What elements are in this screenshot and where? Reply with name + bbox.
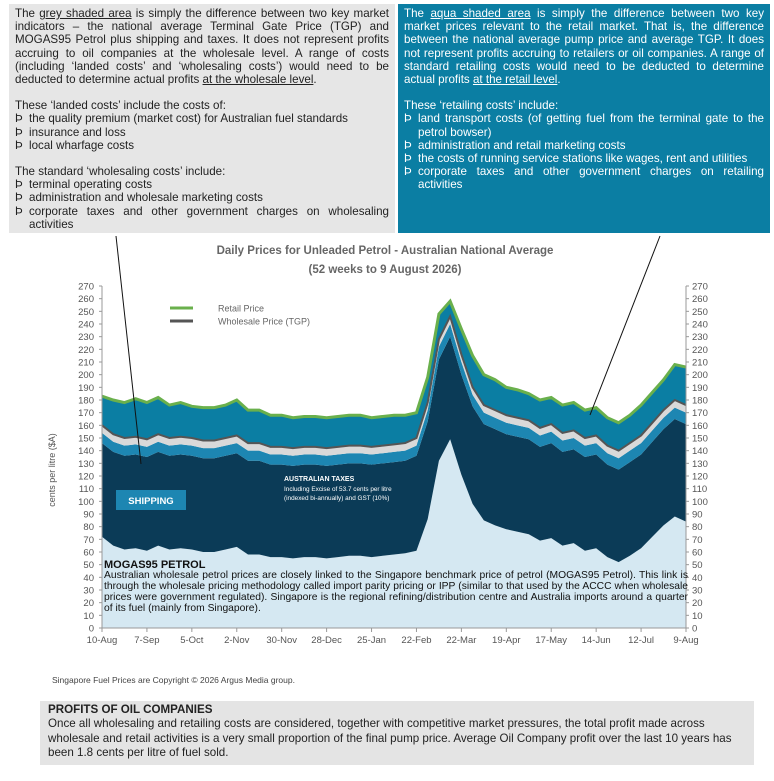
y-tick-label-left: 120 <box>78 471 94 483</box>
y-tick-label-right: 120 <box>692 471 708 483</box>
retail-margin-area <box>102 301 686 450</box>
x-tick-label: 19-Apr <box>492 635 521 646</box>
y-tick-label-right: 230 <box>692 332 708 344</box>
y-tick-label-right: 110 <box>692 484 708 496</box>
x-tick-label: 2-Nov <box>224 635 250 646</box>
landed-cost-item: Þ local wharfage costs <box>15 138 135 152</box>
retail-price-line <box>102 301 686 423</box>
mogas-title: MOGAS95 PETROL <box>104 560 206 571</box>
x-tick-label: 22-Mar <box>446 635 477 646</box>
wholesale-cost-item: Þ corporate taxes and other government charges on wholesaling activities <box>15 204 389 231</box>
y-tick-label-right: 250 <box>692 306 708 318</box>
y-tick-label-left: 0 <box>88 623 94 635</box>
y-tick-label-left: 40 <box>83 572 94 584</box>
y-tick-label-right: 210 <box>692 357 708 369</box>
retailing-costs-heading: These ‘retailing costs’ include: <box>404 99 559 113</box>
y-tick-label-left: 70 <box>83 534 94 546</box>
chart-legend <box>170 304 310 327</box>
legend-wholesale-label: Wholesale Price (TGP) <box>218 316 311 327</box>
y-tick-label-right: 200 <box>692 370 708 382</box>
wholesale-cost-item: Þ terminal operating costs <box>15 178 153 192</box>
petrol-price-chart <box>0 233 774 673</box>
y-tick-label-right: 220 <box>692 344 708 356</box>
y-tick-label-right: 50 <box>692 560 703 572</box>
y-tick-label-left: 10 <box>83 610 94 622</box>
landed-costs-heading: These ‘landed costs’ include the costs of: <box>15 99 226 113</box>
y-tick-label-left: 90 <box>83 509 94 521</box>
aqua-shaded-area-term: aqua shaded area <box>430 7 531 20</box>
y-tick-label-left: 60 <box>83 547 94 559</box>
aqua-area-explanation <box>398 4 770 233</box>
taxes-label-line-2: (indexed bi-annually) and GST (10%) <box>284 495 390 502</box>
y-tick-label-right: 10 <box>692 610 703 622</box>
y-tick-label-left: 110 <box>78 484 94 496</box>
y-tick-label-right: 270 <box>692 281 708 293</box>
y-tick-label-right: 240 <box>692 319 708 331</box>
y-tick-label-left: 180 <box>78 395 94 407</box>
retail-level-term: at the retail level <box>472 73 558 87</box>
y-tick-label-left: 190 <box>78 382 94 394</box>
y-tick-label-right: 190 <box>692 382 708 394</box>
y-tick-label-right: 100 <box>692 496 708 508</box>
x-tick-label: 17-May <box>535 635 568 646</box>
y-tick-label-left: 50 <box>83 560 94 572</box>
y-tick-label-right: 140 <box>692 446 708 458</box>
y-tick-label-left: 100 <box>78 496 94 508</box>
y-tick-label-left: 140 <box>78 446 94 458</box>
retail-cost-item: Þ land transport costs (of getting fuel from the terminal gate to the petrol bowser) <box>404 112 764 139</box>
x-tick-label: 9-Aug <box>673 635 699 646</box>
aqua-intro-paragraph: The aqua shaded area is simply the difference between two key market prices relevant to the retail market. That is, the difference between the national average pump price and average TGP. It does not represent profits accruing to retailers or oil companies. A range of standard retailing costs would need to be deducted to determine actual profits at the retail level. <box>404 7 764 87</box>
y-tick-label-right: 40 <box>692 572 703 584</box>
shipping-label: SHIPPING <box>128 496 174 507</box>
y-axis-label: cents per litre ($A) <box>47 433 57 507</box>
grey-shaded-area-term: grey shaded area <box>39 7 132 20</box>
y-tick-label-left: 30 <box>83 585 94 597</box>
y-tick-label-left: 20 <box>83 598 94 610</box>
taxes-label-line-1: Including Excise of 53.7 cents per litre <box>284 486 392 493</box>
landed-cost-item: Þ the quality premium (market cost) for Australian fuel standards <box>15 112 348 126</box>
x-tick-label: 7-Sep <box>134 635 160 646</box>
grey-intro-paragraph: The grey shaded area is simply the difference between two key market indicators – the national average Terminal Gate Price (TGP) and MOGAS95 Petrol plus shipping and taxes. It does not represent profits accruing to oil companies at the wholesale level. A range of costs (including ‘landed costs’ and ‘wholesaling costs’) would need to be deducted to determine actual profits at the wholesale level. <box>15 7 389 87</box>
y-tick-label-left: 240 <box>78 319 94 331</box>
y-tick-label-right: 260 <box>692 294 708 306</box>
y-tick-label-left: 220 <box>78 344 94 356</box>
x-tick-label: 25-Jan <box>357 635 387 646</box>
retail-cost-item: Þ corporate taxes and other government charges on retailing activities <box>404 165 764 192</box>
profits-title: PROFITS OF OIL COMPANIES <box>48 703 213 716</box>
y-tick-label-left: 200 <box>78 370 94 382</box>
y-tick-label-left: 80 <box>83 522 94 534</box>
mogas-note <box>104 560 688 620</box>
x-tick-label: 12-Jul <box>628 635 655 646</box>
x-tick-label: 5-Oct <box>180 635 204 646</box>
x-tick-label: 22-Feb <box>401 635 432 646</box>
x-tick-label: 10-Aug <box>86 635 118 646</box>
shipping-label-badge <box>116 490 186 510</box>
y-tick-label-right: 0 <box>692 623 698 635</box>
y-tick-label-left: 170 <box>78 408 94 420</box>
y-tick-label-left: 130 <box>78 458 94 470</box>
aqua-callout-pointer <box>590 236 660 415</box>
y-tick-label-right: 60 <box>692 547 703 559</box>
wholesale-cost-item: Þ administration and wholesale marketing costs <box>15 191 263 205</box>
y-tick-label-right: 130 <box>692 458 708 470</box>
x-tick-label: 14-Jun <box>581 635 611 646</box>
y-tick-label-right: 170 <box>692 408 708 420</box>
copyright-footnote: Singapore Fuel Prices are Copyright © 2026 Argus Media group. <box>52 675 295 685</box>
y-tick-label-left: 250 <box>78 306 94 318</box>
y-tick-label-right: 20 <box>692 598 703 610</box>
y-tick-label-right: 30 <box>692 585 703 597</box>
y-tick-label-right: 80 <box>692 522 703 534</box>
y-tick-label-left: 160 <box>78 420 94 432</box>
retail-cost-item: Þ administration and retail marketing costs <box>404 138 626 152</box>
chart-subtitle: (52 weeks to 9 August 2026) <box>308 264 462 276</box>
y-tick-label-right: 90 <box>692 509 703 521</box>
taxes-label-title: AUSTRALIAN TAXES <box>284 476 355 483</box>
grey-area-explanation <box>9 4 395 233</box>
y-tick-label-right: 160 <box>692 420 708 432</box>
mogas-text: Australian wholesale petrol prices are closely linked to the Singapore benchmark price of petrol (MOGAS95 Petrol). This link is through the wholesale pricing methodology called import parity pricing or IPP (similar to that used by the ACCC when wholesale prices were government regulated). Singapore is the regional refining/distribution centre and Australia imports around a quarter of its fuel (mainly from Singapore). <box>104 569 688 614</box>
retail-cost-item: Þ the costs of running service stations like wages, rent and utilities <box>404 152 748 166</box>
legend-retail-label: Retail Price <box>218 303 265 314</box>
x-tick-label: 30-Nov <box>266 635 298 646</box>
y-tick-label-left: 260 <box>78 294 94 306</box>
profits-box <box>40 701 754 765</box>
y-tick-label-left: 210 <box>78 357 94 369</box>
y-tick-label-right: 70 <box>692 534 703 546</box>
y-tick-label-left: 230 <box>78 332 94 344</box>
y-tick-label-left: 270 <box>78 281 94 293</box>
wholesaling-costs-heading: The standard ‘wholesaling costs’ include: <box>15 165 226 179</box>
profits-text: Once all wholesaling and retailing costs are considered, together with competitive market pressures, the total profit made across wholesale and retail activities is a very small proportion of the final pump price. Average Oil Company profit over the last 10 years has been 1.8 cents per litre of fuel sold. <box>48 717 732 760</box>
y-tick-label-left: 150 <box>78 433 94 445</box>
y-tick-label-right: 150 <box>692 433 708 445</box>
y-tick-label-right: 180 <box>692 395 708 407</box>
chart-title: Daily Prices for Unleaded Petrol - Australian National Average <box>216 245 554 257</box>
x-tick-label: 28-Dec <box>311 635 342 646</box>
landed-cost-item: Þ insurance and loss <box>15 125 126 139</box>
wholesale-level-term: at the wholesale level <box>202 73 314 87</box>
